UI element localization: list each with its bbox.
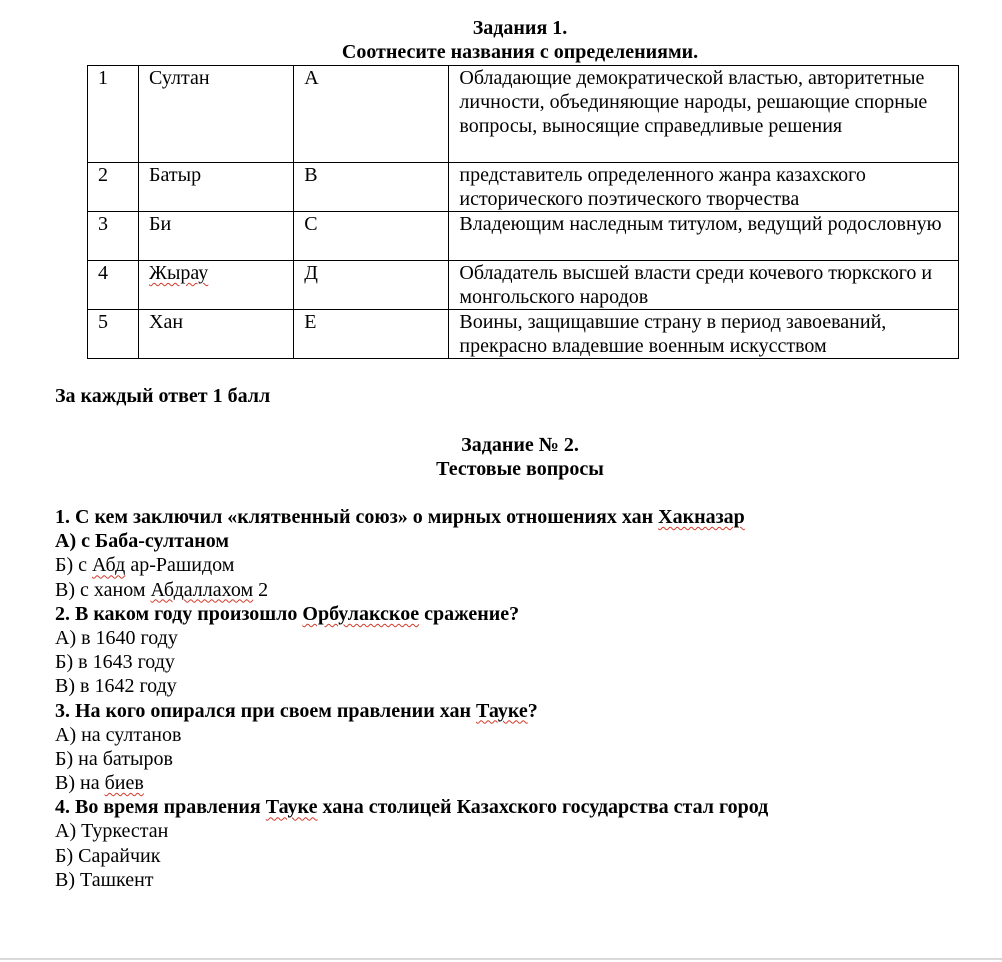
row-number	[88, 261, 139, 310]
row-definition	[449, 212, 959, 261]
option-part: А) на султанов	[55, 723, 182, 746]
answer-option	[55, 771, 975, 795]
row-number	[88, 310, 139, 359]
row-term	[139, 261, 294, 310]
row-definition	[449, 310, 959, 359]
matching-table	[87, 65, 959, 359]
row-number-text: 3	[98, 213, 108, 235]
table-row	[88, 310, 959, 359]
option-part: В) Ташкент	[55, 868, 154, 891]
row-letter	[294, 66, 449, 163]
row-definition-text: Обладающие демократической властью, авторитетные личности, объединяющие народы, решающие спорные вопросы, выносящие справедливые решения	[459, 67, 928, 137]
row-term-text: Жырау	[149, 262, 209, 284]
page-bottom-divider	[0, 958, 1002, 960]
answer-option	[55, 553, 975, 577]
task1-subtitle: Соотнесите названия с определениями.	[341, 41, 699, 63]
question-marked-word: Тауке	[476, 699, 528, 722]
table-row	[88, 212, 959, 261]
row-number-text: 4	[98, 262, 108, 284]
option-part: В) в 1642 году	[55, 675, 177, 698]
answer-option	[55, 578, 975, 602]
option-part: Б) с	[55, 554, 93, 577]
row-definition-text: представитель определенного жанра казахского исторического поэтического творчества	[459, 164, 866, 210]
row-definition	[449, 66, 959, 163]
table-row	[88, 66, 959, 163]
task2-subtitle: Тестовые вопросы	[436, 458, 604, 480]
answer-option	[55, 844, 975, 868]
row-letter-text: В	[304, 164, 318, 186]
table-row	[88, 261, 959, 310]
option-part: А) с Баба-султаном	[55, 530, 230, 553]
question-text	[55, 795, 975, 819]
row-definition-text: Владеющим наследным титулом, ведущий родословную	[459, 213, 942, 235]
row-number	[88, 66, 139, 163]
row-definition	[449, 261, 959, 310]
task1-title: Задания 1.	[472, 17, 568, 39]
question-part: 4. Во время правления	[55, 796, 266, 819]
row-letter	[294, 163, 449, 212]
question-part: сражение?	[419, 602, 520, 625]
option-part: А) Туркестан	[55, 820, 169, 843]
option-part: Б) в 1643 году	[55, 651, 175, 674]
question-marked-word: Хакназар	[658, 506, 745, 528]
option-marked-word: Абд	[92, 554, 126, 577]
question-part: хана столицей Казахского государства стал город	[317, 796, 769, 819]
row-definition-text: Обладатель высшей власти среди кочевого тюркского и монгольского народов	[459, 262, 933, 308]
row-term-text: Хан	[149, 311, 184, 333]
answer-option	[55, 723, 975, 747]
option-part: В) с ханом	[55, 578, 151, 601]
answer-option	[55, 650, 975, 674]
row-term-text: Султан	[149, 67, 210, 89]
score-note: За каждый ответ 1 балл	[55, 385, 271, 407]
row-letter	[294, 212, 449, 261]
table-row	[88, 163, 959, 212]
task1-heading	[0, 16, 1002, 64]
option-part: Б) Сарайчик	[55, 844, 161, 867]
question-text	[55, 602, 975, 626]
row-number	[88, 212, 139, 261]
row-definition	[449, 163, 959, 212]
question-marked-word: Орбулакское	[302, 602, 420, 625]
question-text	[55, 505, 975, 529]
answer-option	[55, 626, 975, 650]
row-letter	[294, 261, 449, 310]
question-part: 2. В каком году произошло	[55, 602, 303, 625]
task2-title: Задание № 2.	[461, 434, 579, 456]
row-number-text: 5	[98, 311, 108, 333]
option-part: А) в 1640 году	[55, 626, 178, 649]
question-text	[55, 699, 975, 723]
task2-heading	[0, 433, 1002, 481]
row-term	[139, 310, 294, 359]
option-part: ар-Рашидом	[125, 554, 235, 577]
row-definition-text: Воины, защищавшие страну в период завоеваний, прекрасно владевшие военным искусством	[459, 311, 887, 357]
row-letter-text: Е	[304, 311, 317, 333]
option-part: В) на	[55, 772, 105, 795]
row-term-text: Батыр	[149, 164, 202, 186]
question-marked-word: Тауке	[265, 796, 318, 819]
row-number	[88, 163, 139, 212]
answer-option	[55, 674, 975, 698]
answer-option	[55, 868, 975, 892]
answer-option	[55, 747, 975, 771]
option-marked-word: Абдаллахом	[150, 578, 254, 601]
row-letter-text: С	[304, 213, 318, 235]
row-term	[139, 212, 294, 261]
option-part: 2	[253, 578, 269, 601]
row-letter	[294, 310, 449, 359]
question-part: 3. На кого опирался при своем правлении хан	[55, 699, 476, 722]
row-term-text: Би	[149, 213, 172, 235]
answer-option	[55, 819, 975, 843]
row-letter-text: Д	[304, 262, 318, 284]
row-number-text: 1	[98, 67, 108, 89]
option-marked-word: биев	[104, 772, 144, 795]
row-number-text: 2	[98, 164, 108, 186]
quiz-section	[55, 505, 975, 892]
option-part: Б) на батыров	[55, 747, 173, 770]
row-term	[139, 66, 294, 163]
question-part: 1. С кем заключил «клятвенный союз» о мирных отношениях хан	[55, 506, 659, 528]
question-part: ?	[527, 699, 538, 722]
row-letter-text: А	[304, 67, 319, 89]
answer-option	[55, 529, 975, 553]
row-term	[139, 163, 294, 212]
